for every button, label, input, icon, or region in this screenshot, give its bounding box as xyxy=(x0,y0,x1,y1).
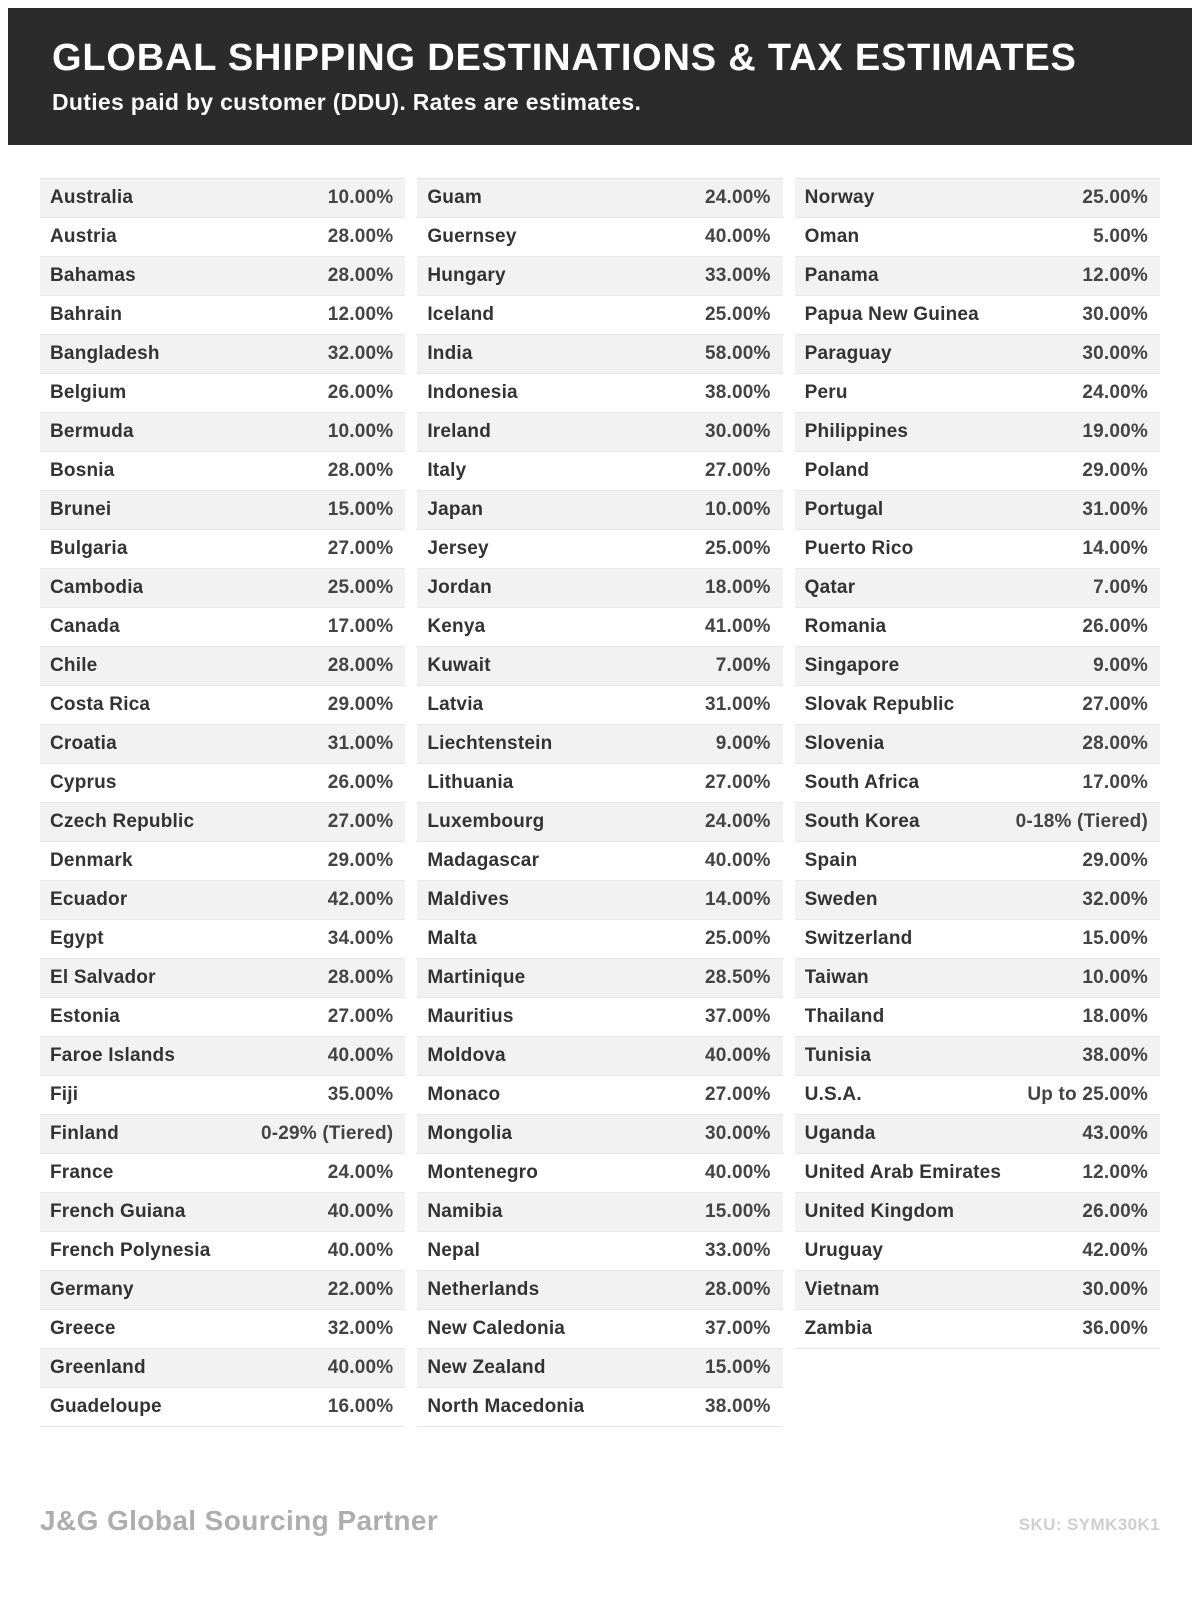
table-row xyxy=(417,686,782,725)
tax-rate: 9.00% xyxy=(1093,655,1148,676)
tax-rate: 25.00% xyxy=(705,538,771,559)
country-name: Greenland xyxy=(50,1357,146,1378)
country-name: Bermuda xyxy=(50,421,134,442)
country-name: Greece xyxy=(50,1318,116,1339)
table-row xyxy=(417,1076,782,1115)
country-name: Indonesia xyxy=(427,382,518,403)
tax-rate: 29.00% xyxy=(1082,460,1148,481)
country-name: Latvia xyxy=(427,694,484,715)
tax-rate: 24.00% xyxy=(705,187,771,208)
tax-rate: 38.00% xyxy=(705,1396,771,1417)
country-name: Fiji xyxy=(50,1084,79,1105)
tax-rate: 24.00% xyxy=(327,1162,394,1183)
tax-rate: 36.00% xyxy=(1082,1318,1148,1339)
table-row xyxy=(795,1232,1160,1271)
country-name: French Guiana xyxy=(50,1201,186,1222)
tax-rate: 28.00% xyxy=(327,655,394,676)
country-name: Lithuania xyxy=(427,772,514,793)
country-name: Oman xyxy=(804,226,860,247)
tax-rate: 29.00% xyxy=(327,850,394,871)
table-row xyxy=(795,530,1160,569)
page-subtitle: Duties paid by customer (DDU). Rates are estimates. xyxy=(52,88,642,115)
country-name: Croatia xyxy=(50,733,117,754)
table-row xyxy=(417,764,782,803)
country-name: Sweden xyxy=(804,889,878,910)
country-name: Estonia xyxy=(50,1006,121,1027)
tax-rate: 28.50% xyxy=(705,967,771,988)
country-name: Faroe Islands xyxy=(50,1045,176,1066)
country-name: Luxembourg xyxy=(427,811,545,832)
table-row xyxy=(40,1154,405,1193)
table-row xyxy=(40,647,405,686)
country-name: Philippines xyxy=(804,421,909,442)
country-name: Thailand xyxy=(804,1006,885,1027)
table-row xyxy=(795,764,1160,803)
country-name: Bahamas xyxy=(50,265,136,286)
table-row xyxy=(417,1232,782,1271)
country-name: Romania xyxy=(804,616,887,637)
country-name: Puerto Rico xyxy=(804,538,914,559)
table-row xyxy=(40,764,405,803)
country-name: Cyprus xyxy=(50,772,117,793)
tax-rate: 5.00% xyxy=(1093,226,1148,247)
table-row xyxy=(795,374,1160,413)
country-name: United Arab Emirates xyxy=(804,1162,1002,1183)
tax-rate: 28.00% xyxy=(327,967,394,988)
country-name: Guam xyxy=(427,187,482,208)
country-name: Egypt xyxy=(50,928,104,949)
tax-rate: 7.00% xyxy=(1093,577,1148,598)
table-row xyxy=(40,803,405,842)
tax-rate: 10.00% xyxy=(1082,967,1148,988)
tax-rate: 27.00% xyxy=(705,460,771,481)
tax-rate: 17.00% xyxy=(327,616,394,637)
tax-rate: 10.00% xyxy=(327,187,394,208)
tax-rate: 30.00% xyxy=(1082,343,1148,364)
table-row xyxy=(795,257,1160,296)
rates-column-2 xyxy=(417,178,782,1427)
tax-rate: 33.00% xyxy=(705,1240,771,1261)
header-banner xyxy=(8,8,1192,145)
table-row xyxy=(417,1349,782,1388)
tax-rate: 26.00% xyxy=(1082,1201,1148,1222)
country-name: United Kingdom xyxy=(804,1201,955,1222)
tax-rate: 30.00% xyxy=(705,1123,771,1144)
tax-rate: 28.00% xyxy=(1082,733,1148,754)
table-row xyxy=(417,452,782,491)
table-row xyxy=(795,647,1160,686)
table-row xyxy=(40,296,405,335)
country-name: Mauritius xyxy=(427,1006,514,1027)
tax-rate: 28.00% xyxy=(705,1279,771,1300)
tax-rate: 12.00% xyxy=(327,304,394,325)
tax-rate: 12.00% xyxy=(1082,1162,1148,1183)
tax-rate: 42.00% xyxy=(327,889,394,910)
tax-rate: 24.00% xyxy=(1082,382,1148,403)
country-name: Poland xyxy=(804,460,870,481)
tax-rate: 43.00% xyxy=(1082,1123,1148,1144)
tax-rate: 0-18% (Tiered) xyxy=(1015,811,1148,832)
table-row xyxy=(417,1115,782,1154)
country-name: Australia xyxy=(50,187,134,208)
table-row xyxy=(40,998,405,1037)
country-name: Montenegro xyxy=(427,1162,539,1183)
table-row xyxy=(795,686,1160,725)
tax-rate: 40.00% xyxy=(327,1045,394,1066)
country-name: Uruguay xyxy=(804,1240,884,1261)
rates-table xyxy=(40,178,1160,1427)
country-name: North Macedonia xyxy=(427,1396,585,1417)
country-name: Jersey xyxy=(427,538,489,559)
table-row xyxy=(417,218,782,257)
tax-rate: 19.00% xyxy=(1082,421,1148,442)
table-row xyxy=(40,1115,405,1154)
tax-rate: 9.00% xyxy=(715,733,771,754)
table-row xyxy=(795,998,1160,1037)
country-name: Vietnam xyxy=(804,1279,880,1300)
country-name: New Caledonia xyxy=(427,1318,566,1339)
table-row xyxy=(40,1193,405,1232)
table-row xyxy=(417,491,782,530)
table-row xyxy=(40,608,405,647)
tax-rate: 32.00% xyxy=(1082,889,1148,910)
country-name: France xyxy=(50,1162,114,1183)
country-name: Guadeloupe xyxy=(50,1396,162,1417)
table-row xyxy=(40,920,405,959)
tax-rate: 38.00% xyxy=(705,382,771,403)
country-name: Madagascar xyxy=(427,850,540,871)
table-row xyxy=(40,335,405,374)
table-row xyxy=(795,1271,1160,1310)
table-row xyxy=(40,179,405,218)
tax-rate: 27.00% xyxy=(327,811,394,832)
table-row xyxy=(40,1349,405,1388)
country-name: Bahrain xyxy=(50,304,123,325)
table-row xyxy=(795,179,1160,218)
tax-rate: 33.00% xyxy=(705,265,771,286)
table-row xyxy=(795,803,1160,842)
country-name: Italy xyxy=(427,460,467,481)
table-row xyxy=(795,608,1160,647)
table-row xyxy=(417,257,782,296)
tax-rate: 31.00% xyxy=(1082,499,1148,520)
tax-rate: 40.00% xyxy=(705,1045,771,1066)
country-name: Bulgaria xyxy=(50,538,128,559)
country-name: Netherlands xyxy=(427,1279,540,1300)
table-row xyxy=(795,1076,1160,1115)
table-row xyxy=(795,569,1160,608)
country-name: Namibia xyxy=(427,1201,503,1222)
tax-rate: 30.00% xyxy=(705,421,771,442)
table-row xyxy=(417,413,782,452)
tax-rate: 40.00% xyxy=(327,1357,394,1378)
tax-rate: 31.00% xyxy=(327,733,394,754)
tax-rate: 27.00% xyxy=(1082,694,1148,715)
tax-rate: 28.00% xyxy=(327,460,394,481)
tax-rate: 26.00% xyxy=(1082,616,1148,637)
table-row xyxy=(417,179,782,218)
table-row xyxy=(417,1310,782,1349)
country-name: Cambodia xyxy=(50,577,144,598)
tax-rate: 15.00% xyxy=(705,1201,771,1222)
table-row xyxy=(417,569,782,608)
tax-rate: 18.00% xyxy=(705,577,771,598)
tax-rate: 41.00% xyxy=(705,616,771,637)
tax-rate: 7.00% xyxy=(715,655,771,676)
table-row xyxy=(40,1037,405,1076)
country-name: Taiwan xyxy=(804,967,869,988)
table-row xyxy=(40,1076,405,1115)
tax-rate: 27.00% xyxy=(327,538,394,559)
table-row xyxy=(40,530,405,569)
country-name: Portugal xyxy=(804,499,884,520)
country-name: Japan xyxy=(427,499,484,520)
tax-rate: 30.00% xyxy=(1082,1279,1148,1300)
tax-rate: 15.00% xyxy=(327,499,394,520)
country-name: Mongolia xyxy=(427,1123,513,1144)
table-row xyxy=(417,1037,782,1076)
table-row xyxy=(40,257,405,296)
brand-name: J&G Global Sourcing Partner xyxy=(40,1505,439,1536)
country-name: Paraguay xyxy=(804,343,892,364)
table-row xyxy=(40,413,405,452)
table-row xyxy=(417,725,782,764)
tax-rate: 25.00% xyxy=(705,304,771,325)
tax-rate: Up to 25.00% xyxy=(1027,1084,1148,1105)
table-row xyxy=(417,608,782,647)
tax-rate: 25.00% xyxy=(705,928,771,949)
country-name: Panama xyxy=(804,265,879,286)
tax-rate: 31.00% xyxy=(705,694,771,715)
tax-rate: 10.00% xyxy=(327,421,394,442)
tax-rate: 37.00% xyxy=(705,1318,771,1339)
country-name: U.S.A. xyxy=(804,1084,862,1105)
country-name: Kuwait xyxy=(427,655,491,676)
table-row xyxy=(417,1193,782,1232)
country-name: Canada xyxy=(50,616,120,637)
tax-rate: 26.00% xyxy=(327,382,394,403)
country-name: Spain xyxy=(804,850,858,871)
tax-rate: 27.00% xyxy=(705,1084,771,1105)
tax-rate: 15.00% xyxy=(1082,928,1148,949)
tax-rate: 34.00% xyxy=(327,928,394,949)
country-name: Bosnia xyxy=(50,460,115,481)
table-row xyxy=(40,959,405,998)
country-name: Tunisia xyxy=(804,1045,872,1066)
tax-rate: 38.00% xyxy=(1082,1045,1148,1066)
country-name: Finland xyxy=(50,1123,119,1144)
country-name: Czech Republic xyxy=(50,811,195,832)
country-name: New Zealand xyxy=(427,1357,546,1378)
tax-rate: 17.00% xyxy=(1082,772,1148,793)
country-name: Ecuador xyxy=(50,889,128,910)
table-row xyxy=(417,920,782,959)
table-row xyxy=(40,1232,405,1271)
tax-rate: 58.00% xyxy=(705,343,771,364)
country-name: Monaco xyxy=(427,1084,501,1105)
tax-rate: 35.00% xyxy=(327,1084,394,1105)
country-name: Malta xyxy=(427,928,477,949)
tax-rate: 14.00% xyxy=(705,889,771,910)
table-row xyxy=(40,686,405,725)
table-row xyxy=(417,998,782,1037)
table-row xyxy=(795,1115,1160,1154)
table-row xyxy=(795,920,1160,959)
tax-rate: 10.00% xyxy=(705,499,771,520)
tax-rate: 0-29% (Tiered) xyxy=(260,1123,394,1144)
tax-rate: 40.00% xyxy=(705,1162,771,1183)
table-row xyxy=(40,1388,405,1427)
tax-rate: 15.00% xyxy=(705,1357,771,1378)
country-name: Hungary xyxy=(427,265,506,286)
tax-rate: 25.00% xyxy=(1082,187,1148,208)
tax-rate: 40.00% xyxy=(705,226,771,247)
tax-rate: 40.00% xyxy=(705,850,771,871)
country-name: Costa Rica xyxy=(50,694,151,715)
table-row xyxy=(795,1037,1160,1076)
table-row xyxy=(417,959,782,998)
country-name: Uganda xyxy=(804,1123,876,1144)
tax-rate: 18.00% xyxy=(1082,1006,1148,1027)
tax-rate: 32.00% xyxy=(327,343,394,364)
table-row xyxy=(40,725,405,764)
table-row xyxy=(40,491,405,530)
country-name: Switzerland xyxy=(804,928,913,949)
table-row xyxy=(40,1310,405,1349)
tax-rate: 14.00% xyxy=(1082,538,1148,559)
table-row xyxy=(417,530,782,569)
tax-rate: 30.00% xyxy=(1082,304,1148,325)
country-name: Slovenia xyxy=(804,733,885,754)
table-row xyxy=(40,881,405,920)
table-row xyxy=(417,647,782,686)
table-row xyxy=(795,1310,1160,1349)
table-row xyxy=(795,296,1160,335)
country-name: Iceland xyxy=(427,304,495,325)
tax-rate: 32.00% xyxy=(327,1318,394,1339)
country-name: Kenya xyxy=(427,616,486,637)
table-row xyxy=(40,842,405,881)
table-row xyxy=(417,296,782,335)
table-row xyxy=(795,218,1160,257)
table-row xyxy=(795,725,1160,764)
country-name: Zambia xyxy=(804,1318,873,1339)
country-name: Martinique xyxy=(427,967,526,988)
tax-rate: 27.00% xyxy=(705,772,771,793)
tax-rate: 16.00% xyxy=(327,1396,394,1417)
country-name: Papua New Guinea xyxy=(804,304,979,325)
tax-rate: 25.00% xyxy=(327,577,394,598)
country-name: Norway xyxy=(804,187,875,208)
table-row xyxy=(417,1271,782,1310)
country-name: Qatar xyxy=(804,577,856,598)
tax-rate: 22.00% xyxy=(327,1279,394,1300)
table-row xyxy=(417,803,782,842)
country-name: Jordan xyxy=(427,577,492,598)
table-row xyxy=(795,335,1160,374)
country-name: South Africa xyxy=(804,772,920,793)
table-row xyxy=(795,413,1160,452)
country-name: Bangladesh xyxy=(50,343,160,364)
rates-column-1 xyxy=(40,178,405,1427)
table-row xyxy=(795,491,1160,530)
country-name: Liechtenstein xyxy=(427,733,553,754)
table-row xyxy=(417,374,782,413)
country-name: Ireland xyxy=(427,421,492,442)
table-row xyxy=(417,842,782,881)
country-name: El Salvador xyxy=(50,967,156,988)
table-row xyxy=(417,1388,782,1427)
country-name: Brunei xyxy=(50,499,112,520)
country-name: French Polynesia xyxy=(50,1240,211,1261)
table-row xyxy=(795,881,1160,920)
table-row xyxy=(795,1154,1160,1193)
country-name: Moldova xyxy=(427,1045,506,1066)
tax-rate: 12.00% xyxy=(1082,265,1148,286)
table-row xyxy=(795,842,1160,881)
table-row xyxy=(40,218,405,257)
tax-rate: 24.00% xyxy=(705,811,771,832)
country-name: India xyxy=(427,343,473,364)
tax-rate: 37.00% xyxy=(705,1006,771,1027)
country-name: Maldives xyxy=(427,889,510,910)
country-name: Singapore xyxy=(804,655,900,676)
table-row xyxy=(417,335,782,374)
sku-label: SKU: SYMK30K1 xyxy=(1018,1515,1160,1534)
rates-column-3 xyxy=(795,178,1160,1349)
page-title: GLOBAL SHIPPING DESTINATIONS & TAX ESTIMATES xyxy=(52,37,1077,79)
tax-rate: 40.00% xyxy=(327,1240,394,1261)
country-name: Germany xyxy=(50,1279,134,1300)
country-name: Denmark xyxy=(50,850,133,871)
table-row xyxy=(40,374,405,413)
country-name: Chile xyxy=(50,655,98,676)
country-name: Slovak Republic xyxy=(804,694,955,715)
country-name: South Korea xyxy=(804,811,920,832)
footer xyxy=(40,1505,1160,1537)
country-name: Guernsey xyxy=(427,226,517,247)
table-row xyxy=(795,1193,1160,1232)
tax-rate: 29.00% xyxy=(327,694,394,715)
tax-rate: 26.00% xyxy=(327,772,394,793)
tax-rate: 28.00% xyxy=(327,226,394,247)
table-row xyxy=(40,452,405,491)
table-row xyxy=(40,569,405,608)
country-name: Nepal xyxy=(427,1240,481,1261)
table-row xyxy=(795,452,1160,491)
table-row xyxy=(40,1271,405,1310)
tax-rate: 42.00% xyxy=(1082,1240,1148,1261)
country-name: Austria xyxy=(50,226,117,247)
table-row xyxy=(795,959,1160,998)
tax-rate: 28.00% xyxy=(327,265,394,286)
tax-rate: 27.00% xyxy=(327,1006,394,1027)
tax-rate: 40.00% xyxy=(327,1201,394,1222)
table-row xyxy=(417,1154,782,1193)
country-name: Peru xyxy=(804,382,848,403)
tax-rate: 29.00% xyxy=(1082,850,1148,871)
table-row xyxy=(417,881,782,920)
country-name: Belgium xyxy=(50,382,127,403)
